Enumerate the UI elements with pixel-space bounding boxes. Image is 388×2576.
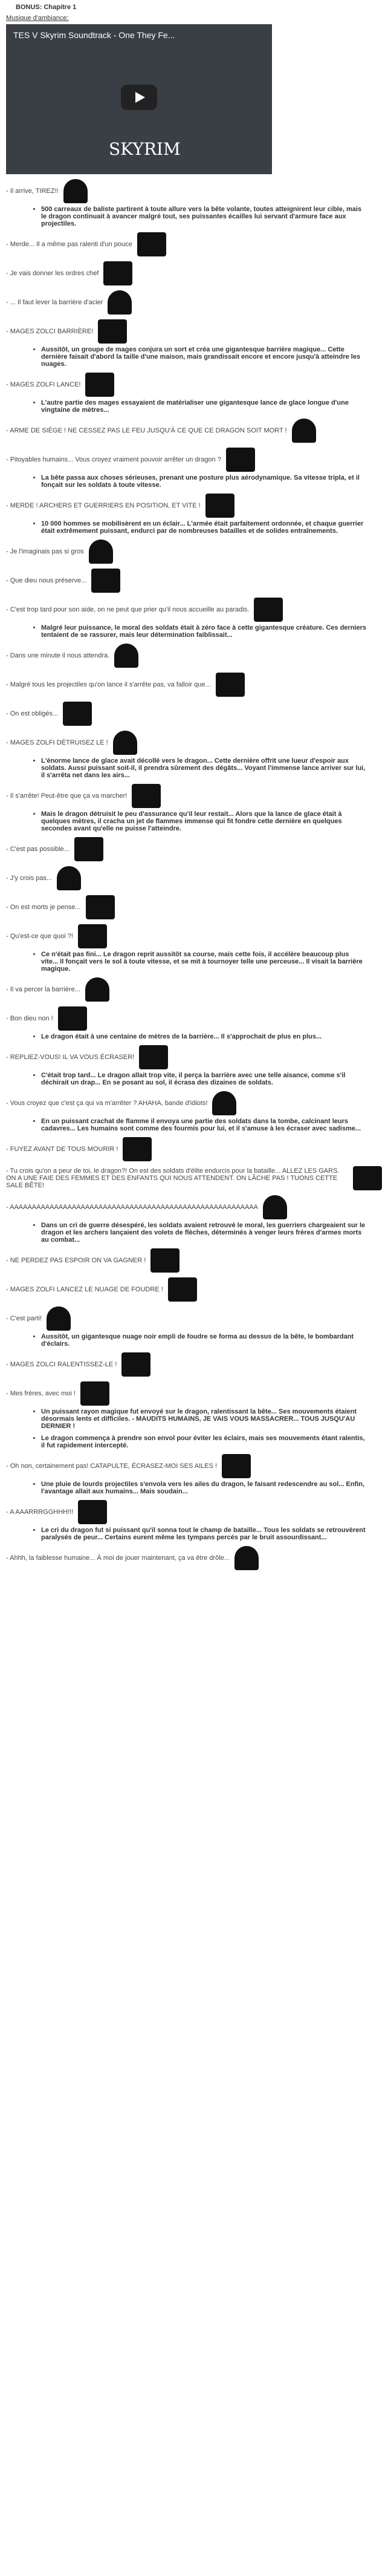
dialog-text: - Merde... Il a même pas ralenti d'un pouce — [6, 241, 132, 248]
narration — [33, 474, 367, 489]
narration-text: • Un puissant rayon magique fut envoyé sur le dragon, ralentissant la bête... Ses mouvements étaient désormais lents et difficiles. - MAUDITS HUMAINS, JE VAIS VOUS MASSACRER... TOUS JUSQU'AU DERNIER ! — [41, 1408, 367, 1430]
speaker-avatar — [137, 232, 166, 256]
speaker-avatar — [292, 419, 316, 443]
speaker-avatar — [74, 837, 103, 861]
speaker-avatar — [139, 1045, 168, 1069]
dialog-text: - On est morts je pense... — [6, 904, 81, 911]
dialog-line — [6, 1381, 382, 1406]
dialog-line — [6, 1091, 382, 1115]
music-label: Musique d'ambiance: — [6, 15, 69, 22]
speaker-avatar — [150, 1248, 179, 1273]
speaker-avatar — [212, 1091, 236, 1115]
narration-text: • Malgré leur puissance, le moral des soldats était à zéro face à cette gigantesque créature. Ces derniers tentaient de se rassurer, mais leur détermination faiblissait... — [41, 624, 367, 639]
video-embed[interactable] — [6, 24, 272, 174]
speaker-avatar — [132, 784, 161, 808]
dialog-line — [6, 1454, 382, 1478]
dialog-text: - Dans une minute il nous attendra. — [6, 652, 110, 659]
narration-text: • L'autre partie des mages essayaient de matérialiser une gigantesque lance de glace longue d'une vingtaine de mètres... — [41, 399, 367, 414]
dialog-text: - MAGES ZOLCI BARRIÈRE! — [6, 328, 94, 335]
dialog-text: - REPLIEZ-VOUS! IL VA VOUS ÉCRASER! — [6, 1054, 135, 1061]
narration-text: • 10 000 hommes se mobilisèrent en un éclair... L'armée était parfaitement ordonnée, et chaque guerrier était extrêmement puissant, endurci par de nombreuses batailles et de solides entraînements. — [41, 520, 367, 535]
speaker-avatar — [85, 977, 109, 1002]
dialog-line — [6, 1166, 382, 1190]
dialog-line — [6, 419, 382, 443]
narration-text: • Une pluie de lourds projectiles s'envola vers les ailes du dragon, le faisant redescendre au sol... Enfin, l'avantage allait aux humains... Mais soudain... — [41, 1481, 367, 1495]
narration-text: • Ce n'était pas fini... Le dragon reprit aussitôt sa course, mais cette fois, il accélère beaucoup plus vite... Il fonçait vers le sol à toute vitesse, et se mit à tournoyer telle une perceuse... Il visait la barrière magique. — [41, 951, 367, 973]
speaker-avatar — [63, 179, 88, 203]
dialog-line — [6, 1500, 382, 1524]
speaker-avatar — [205, 494, 234, 518]
dialog-text: - A AAARRRGGHHH!!! — [6, 1508, 74, 1516]
speaker-avatar — [63, 702, 92, 726]
narration-text: • La bête passa aux choses sérieuses, prenant une posture plus aérodynamique. Sa vitesse tripla, et il fonçait sur les soldats à toute vitesse. — [41, 474, 367, 489]
narration-text: • Le dragon était à une centaine de mètres de la barrière... Il s'approchait de plus en plus... — [41, 1033, 367, 1040]
narration — [33, 1408, 367, 1430]
play-button[interactable] — [121, 85, 157, 110]
speaker-avatar — [234, 1546, 259, 1570]
speaker-avatar — [78, 924, 107, 948]
narration — [33, 346, 367, 368]
dialog-text: - Je l'imaginais pas si gros — [6, 548, 84, 555]
dialog-line — [6, 290, 382, 315]
speaker-avatar — [353, 1166, 382, 1190]
dialog-text: - Vous croyez que c'est ça qui va m'arrêter ? AHAHA, bande d'idiots! — [6, 1100, 208, 1107]
speaker-avatar — [47, 1306, 71, 1331]
speaker-avatar — [113, 731, 137, 755]
dialog-line — [6, 1546, 382, 1570]
dialog-text: - Il arrive, TIREZ!! — [6, 187, 59, 195]
speaker-avatar — [216, 673, 245, 697]
dialog-line — [6, 644, 382, 668]
dialog-line — [6, 1352, 382, 1377]
dialog-text: - Il va percer la barrière... — [6, 986, 80, 993]
dialog-text: - Je vais donner les ordres chef — [6, 270, 99, 277]
dialog-line — [6, 673, 382, 697]
dialog-line — [6, 598, 382, 622]
dialog-text: - Qu'est-ce que quoi ?! — [6, 933, 73, 940]
narration-text: • Aussitôt, un gigantesque nuage noir empli de foudre se forma au dessus de la bête, le bombardant d'éclairs. — [41, 1333, 367, 1348]
narration — [33, 624, 367, 639]
dialog-text: - Mes frères, avec moi ! — [6, 1390, 76, 1397]
dialog-line — [6, 924, 382, 948]
dialog-line — [6, 866, 382, 890]
bonus-item: BONUS: Chapitre 1 — [16, 4, 77, 11]
dialog-text: - C'est parti! — [6, 1315, 42, 1322]
entries-list — [6, 179, 382, 1570]
dialog-text: - Il s'arrête! Peut-être que ça va marcher! — [6, 792, 128, 800]
dialog-text: - C'est trop tard pour son aide, on ne peut que prier qu'il nous accueille au paradis. — [6, 606, 250, 613]
dialog-line — [6, 448, 382, 472]
dialog-line — [6, 261, 382, 285]
narration-text: • Aussitôt, un groupe de mages conjura un sort et créa une gigantesque barrière magique... Cette dernière faisait d'abord la taille d'une maison, mais grandissait encore et encore jusqu'à atteindre les nuages. — [41, 346, 367, 368]
dialog-text: - On est obligés... — [6, 710, 59, 717]
video-title[interactable]: TES V Skyrim Soundtrack - One They Fe... — [13, 30, 175, 40]
narration — [33, 757, 367, 779]
speaker-avatar — [86, 895, 115, 919]
dialog-line — [6, 1137, 382, 1161]
dialog-line — [6, 977, 382, 1002]
speaker-avatar — [168, 1277, 197, 1302]
narration-text: • C'était trop tard... Le dragon allait trop vite, il perça la barrière avec une telle aisance, comme s'il déchirait un drap... En se posant au sol, il écrasa des dizaines de soldats. — [41, 1072, 367, 1086]
speaker-avatar — [103, 261, 132, 285]
narration-text: • En un puissant crachat de flamme il envoya une partie des soldats dans la tombe, calcinant leurs cadavres... Les humains sont comme des fourmis pour lui, et il s'amuse à les écraser avec sadisme... — [41, 1118, 367, 1132]
narration — [33, 206, 367, 227]
dialog-line — [6, 1277, 382, 1302]
narration — [33, 1333, 367, 1348]
dialog-line — [6, 1306, 382, 1331]
narration — [33, 1072, 367, 1086]
dialog-line — [6, 784, 382, 808]
dialog-text: - Ahhh, la faiblesse humaine... À moi de jouer maintenant, ça va être drôle... — [6, 1554, 230, 1562]
dialog-line — [6, 373, 382, 397]
dialog-line — [6, 702, 382, 726]
narration — [33, 1527, 367, 1541]
dialog-text: - NE PERDEZ PAS ESPOIR ON VA GAGNER ! — [6, 1257, 146, 1264]
narration — [33, 520, 367, 535]
narration — [33, 810, 367, 832]
dialog-line — [6, 837, 382, 861]
speaker-avatar — [263, 1195, 287, 1219]
dialog-line — [6, 731, 382, 755]
dialog-line — [6, 1045, 382, 1069]
speaker-avatar — [123, 1137, 152, 1161]
speaker-avatar — [78, 1500, 107, 1524]
speaker-avatar — [91, 569, 120, 593]
narration — [33, 399, 367, 414]
narration-text: • 500 carreaux de baliste partirent à toute allure vers la bête volante, toutes atteignirent leur cible, mais le dragon continuait à avancer malgré tout, ses puissantes écailles lui servant d'armure face aux projectiles. — [41, 206, 367, 227]
narration-text: • Mais le dragon détruisit le peu d'assurance qu'il leur restait... Alors que la lance de glace était à quelques mètres, il cracha un jet de flammes immense qui fit fondre cette dernière en quelques secondes avant qu'elle ne puisse l'atteindre. — [41, 810, 367, 832]
dialog-text: - MAGES ZOLCI RALENTISSEZ-LE ! — [6, 1361, 117, 1368]
narration — [33, 1222, 367, 1244]
narration — [33, 951, 367, 973]
dialog-text: - Tu crois qu'on a peur de toi, le dragon?! On est des soldats d'élite endurcis pour la bataille... ALLEZ LES GARS. ON A UNE FAIE DES FEMMES ET DES ENFANTS QUI NOUS ATTENDENT. ON LÂCHE PAS ! TUONS CETTE SALE BÊTE! — [6, 1167, 340, 1189]
dialog-text: - MERDE ! ARCHERS ET GUERRIERS EN POSITION, ET VITE ! — [6, 502, 201, 509]
dialog-text: - Oh non, certainement pas! CATAPULTE, ÉCRASEZ-MOI SES AILES ! — [6, 1462, 218, 1470]
dialog-text: - MAGES ZOLFI LANCE! — [6, 381, 81, 388]
dialog-text: - MAGES ZOLFI DÉTRUISEZ LE ! — [6, 739, 108, 746]
speaker-avatar — [80, 1381, 109, 1406]
dialog-line — [6, 232, 382, 256]
dialog-text: - Pitoyables humains... Vous croyez vraiment pouvoir arrêter un dragon ? — [6, 456, 221, 463]
narration-text: • L'énorme lance de glace avait décollé vers le dragon... Cette dernière offrit une lueur d'espoir aux soldats. Aussi puissant soit-il, il prendra sûrement des dégâts... Voyant l'immense lance arriver sur lui, il s'arrêta net dans les airs... — [41, 757, 367, 779]
narration — [33, 1118, 367, 1132]
video-brand: SKYRIM — [109, 139, 181, 159]
dialog-line — [6, 569, 382, 593]
speaker-avatar — [254, 598, 283, 622]
speaker-avatar — [57, 866, 81, 890]
speaker-avatar — [85, 373, 114, 397]
speaker-avatar — [121, 1352, 150, 1377]
dialog-text: - Que dieu nous préserve... — [6, 577, 87, 584]
speaker-avatar — [222, 1454, 251, 1478]
dialog-line — [6, 319, 382, 344]
dialog-text: - ARME DE SIÈGE ! NE CESSEZ PAS LE FEU JUSQU'À CE QUE CE DRAGON SOIT MORT ! — [6, 427, 287, 434]
narration-text: • Le dragon commença à prendre son envol pour éviter les éclairs, mais ses mouvements étant ralentis, il fut rapidement intercepté. — [41, 1435, 367, 1449]
dialog-line — [6, 540, 382, 564]
speaker-avatar — [226, 448, 255, 472]
dialog-text: - FUYEZ AVANT DE TOUS MOURIR ! — [6, 1146, 118, 1153]
speaker-avatar — [58, 1006, 87, 1031]
dialog-line — [6, 1006, 382, 1031]
speaker-avatar — [98, 319, 127, 344]
dialog-text: - ... Il faut lever la barrière d'acier — [6, 299, 103, 306]
dialog-text: - MAGES ZOLFI LANCEZ LE NUAGE DE FOUDRE ! — [6, 1286, 163, 1293]
dialog-line — [6, 1195, 382, 1219]
dialog-text: - Bon dieu non ! — [6, 1015, 53, 1022]
narration — [33, 1481, 367, 1495]
dialog-text: - AAAAAAAAAAAAAAAAAAAAAAAAAAAAAAAAAAAAAAAAAAAAAAAAAAAAAAAA — [6, 1204, 258, 1211]
speaker-avatar — [89, 540, 113, 564]
dialog-line — [6, 1248, 382, 1273]
speaker-avatar — [114, 644, 138, 668]
dialog-line — [6, 895, 382, 919]
dialog-text: - C'est pas possible... — [6, 846, 70, 853]
narration — [33, 1033, 367, 1040]
dialog-line — [6, 494, 382, 518]
narration — [33, 1435, 367, 1449]
dialog-line — [6, 179, 382, 203]
dialog-text: - J'y crois pas... — [6, 875, 53, 882]
narration-text: • Dans un cri de guerre désespéré, les soldats avaient retrouvé le moral, les guerriers chargeaient sur le dragon et les archers lançaient des volets de flèches, déterminés à venger leurs frères d'armes morts au combat... — [41, 1222, 367, 1244]
speaker-avatar — [108, 290, 132, 315]
narration-text: • Le cri du dragon fut si puissant qu'il sonna tout le champ de bataille... Tous les soldats se retrouvèrent paralysés de peur... Certains eurent même les tympans percés par le bruit assourdissant... — [41, 1527, 367, 1541]
dialog-text: - Malgré tous les projectiles qu'on lance il s'arrête pas, va falloir que... — [6, 681, 211, 688]
